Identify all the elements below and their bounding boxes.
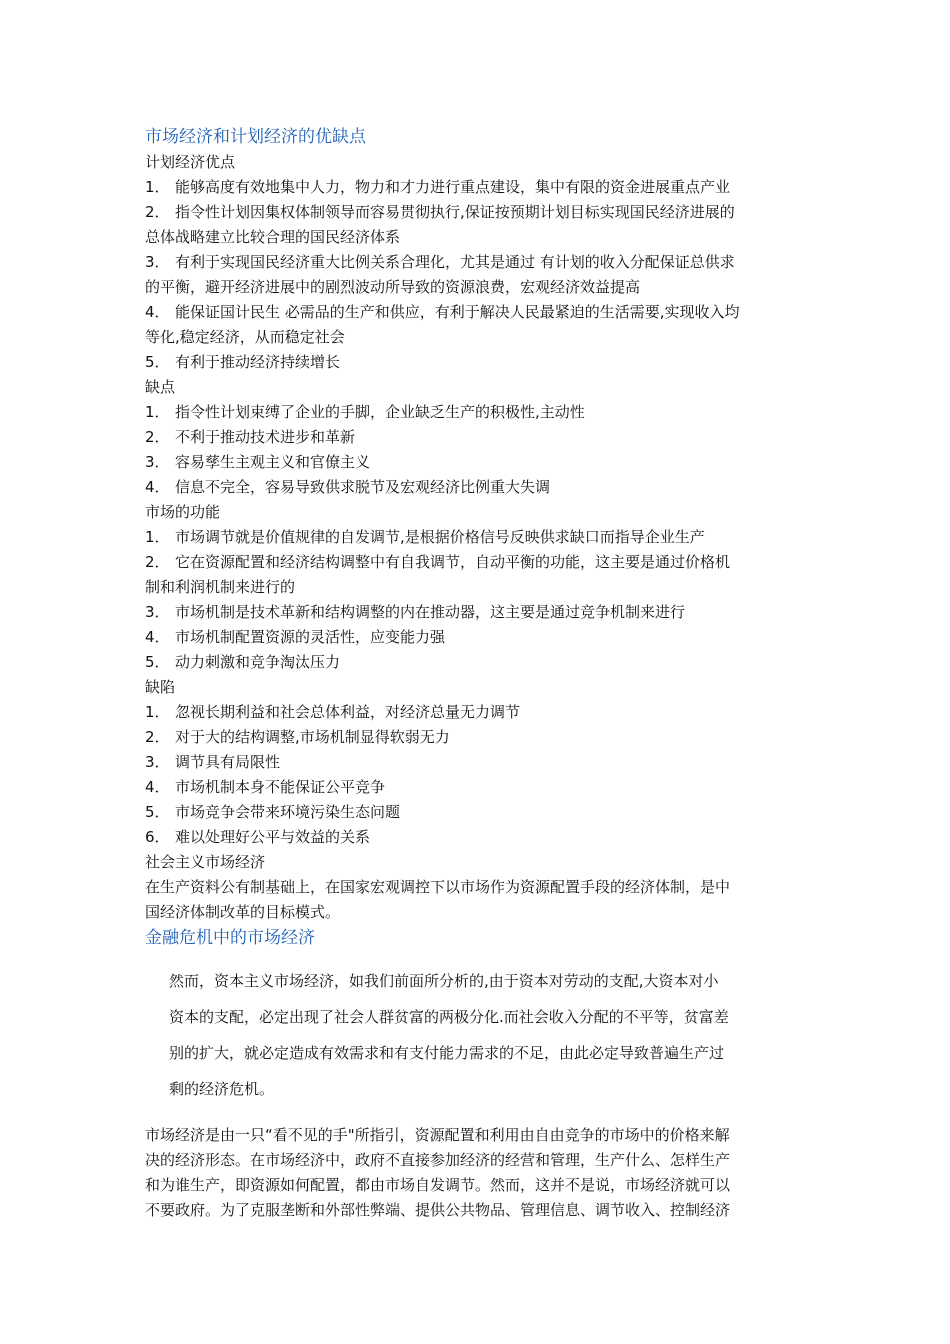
socialist-market-label: 社会主义市场经济 [145, 853, 266, 871]
market-functions-list [145, 525, 815, 675]
crisis-quote [169, 963, 809, 1107]
list-item-text: 信息不完全，容易导致供求脱节及宏观经济比例重大失调 [175, 478, 551, 496]
list-item-number: 3． [145, 453, 170, 471]
list-item-number: 2． [145, 428, 170, 446]
list-item-line [145, 175, 815, 200]
list-item-line [145, 700, 815, 725]
list-item-text: 容易孳生主观主义和官僚主义 [175, 453, 371, 471]
list-item-number: 3． [145, 253, 170, 271]
list-item-text: 市场机制本身不能保证公平竞争 [175, 778, 386, 796]
list-item-line [145, 250, 815, 275]
list-item-line [145, 300, 815, 325]
quote-line: 资本的支配，必定出现了社会人群贫富的两极分化.而社会收入分配的不平等，贫富差 [169, 1008, 729, 1026]
list-item-text: 忽视长期利益和社会总体利益，对经济总量无力调节 [175, 703, 521, 721]
list-item-line [145, 225, 815, 250]
list-item-text: 难以处理好公平与效益的关系 [175, 828, 371, 846]
list-item-line [145, 275, 815, 300]
list-item-line [145, 600, 815, 625]
list-item-line [145, 350, 815, 375]
list-item-number: 3． [145, 603, 170, 621]
list-item-text: 制和利润机制来进行的 [145, 578, 296, 596]
list-item-text: 总体战略建立比较合理的国民经济体系 [145, 228, 401, 246]
list-item-number: 1． [145, 403, 170, 421]
list-item-text: 指令性计划束缚了企业的手脚，企业缺乏生产的积极性,主动性 [175, 403, 585, 421]
list-item-line [145, 450, 815, 475]
crisis-heading: 金融危机中的市场经济 [145, 928, 315, 948]
document-page [145, 124, 815, 1223]
list-item-line [145, 525, 815, 550]
list-item-text: 的平衡，避开经济进展中的剧烈波动所导致的资源浪费，宏观经济效益提高 [145, 278, 641, 296]
list-item-line [145, 800, 815, 825]
quote-line: 剩的经济危机。 [169, 1080, 275, 1098]
list-item-line [145, 475, 815, 500]
list-item-line [145, 725, 815, 750]
planned-disadvantages-label: 缺点 [145, 378, 176, 396]
market-defects-label: 缺陷 [145, 678, 176, 696]
list-item-text: 市场机制是技术革新和结构调整的内在推动器，这主要是通过竞争机制来进行 [175, 603, 686, 621]
list-item-number: 4． [145, 778, 170, 796]
list-item-text: 市场调节就是价值规律的自发调节,是根据价格信号反映供求缺口而指导企业生产 [175, 528, 705, 546]
list-item-number: 2． [145, 553, 170, 571]
list-item-number: 6． [145, 828, 170, 846]
paragraph-line: 市场经济是由一只“看不见的手"所指引，资源配置和利用由自由竞争的市场中的价格来解 [145, 1126, 730, 1144]
list-item-number: 4． [145, 478, 170, 496]
list-item-number: 1． [145, 703, 170, 721]
list-item-text: 有利于推动经济持续增长 [175, 353, 341, 371]
document-title: 市场经济和计划经济的优缺点 [145, 127, 366, 147]
planned-advantages-list [145, 175, 815, 375]
list-item-text: 对于大的结构调整,市场机制显得软弱无力 [175, 728, 450, 746]
list-item-text: 市场竞争会带来环境污染生态问题 [175, 803, 401, 821]
list-item-number: 4． [145, 628, 170, 646]
paragraph-line: 决的经济形态。在市场经济中，政府不直接参加经济的经营和管理，生产什么、怎样生产 [145, 1151, 731, 1169]
list-item-number: 1． [145, 178, 170, 196]
list-item-text: 不利于推动技术进步和革新 [175, 428, 356, 446]
paragraph-line: 不要政府。为了克服垄断和外部性弊端、提供公共物品、管理信息、调节收入、控制经济 [145, 1201, 731, 1219]
list-item-number: 4． [145, 303, 170, 321]
list-item-text: 能够高度有效地集中人力，物力和才力进行重点建设，集中有限的资金进展重点产业 [175, 178, 731, 196]
list-item-number: 3． [145, 753, 170, 771]
list-item-line [145, 575, 815, 600]
list-item-text: 动力刺激和竞争淘汰压力 [175, 653, 341, 671]
list-item-number: 5． [145, 653, 170, 671]
quote-line: 然而，资本主义市场经济，如我们前面所分析的,由于资本对劳动的支配,大资本对小 [169, 972, 719, 990]
crisis-paragraph [145, 1123, 815, 1223]
quote-line: 别的扩大，就必定造成有效需求和有支付能力需求的不足，由此必定导致普遍生产过 [169, 1044, 725, 1062]
list-item-line [145, 400, 815, 425]
list-item-line [145, 650, 815, 675]
list-item-text: 有利于实现国民经济重大比例关系合理化，尤其是通过 有计划的收入分配保证总供求 [175, 253, 735, 271]
list-item-line [145, 550, 815, 575]
planned-advantages-label: 计划经济优点 [145, 153, 236, 171]
market-defects-list [145, 700, 815, 850]
list-item-text: 它在资源配置和经济结构调整中有自我调节，自动平衡的功能，这主要是通过价格机 [175, 553, 731, 571]
list-item-line [145, 775, 815, 800]
list-item-number: 1． [145, 528, 170, 546]
paragraph-line: 和为谁生产，即资源如何配置，都由市场自发调节。然而，这并不是说，市场经济就可以 [145, 1176, 731, 1194]
list-item-line [145, 325, 815, 350]
market-functions-label: 市场的功能 [145, 503, 221, 521]
socialist-market-line: 在生产资料公有制基础上，在国家宏观调控下以市场作为资源配置手段的经济体制，是中 [145, 878, 731, 896]
list-item-line [145, 200, 815, 225]
list-item-line [145, 825, 815, 850]
list-item-line [145, 625, 815, 650]
list-item-text: 能保证国计民生 必需品的生产和供应，有利于解决人民最紧迫的生活需要,实现收入均 [175, 303, 740, 321]
list-item-number: 2． [145, 728, 170, 746]
list-item-text: 等化,稳定经济，从而稳定社会 [145, 328, 345, 346]
list-item-number: 5． [145, 803, 170, 821]
socialist-market-line: 国经济体制改革的目标模式。 [145, 903, 341, 921]
list-item-number: 5． [145, 353, 170, 371]
list-item-text: 指令性计划因集权体制领导而容易贯彻执行,保证按预期计划目标实现国民经济进展的 [175, 203, 735, 221]
list-item-number: 2． [145, 203, 170, 221]
list-item-text: 市场机制配置资源的灵活性，应变能力强 [175, 628, 446, 646]
list-item-line [145, 425, 815, 450]
list-item-line [145, 750, 815, 775]
list-item-text: 调节具有局限性 [175, 753, 281, 771]
planned-disadvantages-list [145, 400, 815, 500]
